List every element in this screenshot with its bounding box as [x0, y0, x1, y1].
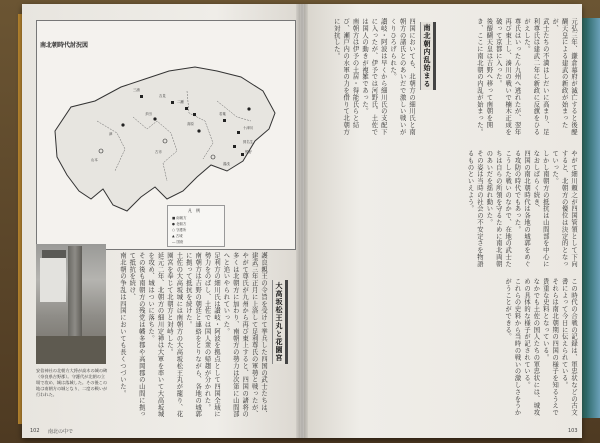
legend-item: ■ 南朝方 [172, 216, 187, 220]
legend-item: ▲ 古城 [172, 234, 183, 238]
map-place-label: 湯浅 [223, 162, 230, 166]
map-place-label: 多田 [145, 112, 152, 116]
open-book [22, 4, 582, 438]
map-place-label: 若葉 [219, 112, 226, 116]
legend-title: 凡 例 [188, 208, 200, 213]
map-place-label: 古市 [155, 150, 162, 154]
running-title: 南北の中で [48, 429, 74, 435]
page-number: 102 [30, 428, 40, 434]
right-body-text-upper-right: 元弘三年、鎌倉幕府が滅亡すると後醍醐天皇による建武の新政が始まったが、 武士たちの不満はしだいに高まり、足利尊氏は建武二年に新政に反旗をひるがえした。 尊氏はいったん九州へ逃れたが、翌年再び東上し、湊川の戦いで楠木正成を破って京都に入った。 後醍醐天皇は吉野へ移って南朝を開き、ここに南北朝の内乱が始まった。 [475, 18, 577, 136]
map-title: 南北朝時代討況図 [40, 42, 89, 49]
legend-item: ● 北朝方 [172, 222, 187, 226]
book-gutter [296, 4, 308, 438]
photo-caption: 安倍神社の北朝方大将が高木の城の碑（奈良県吉野郡）。守護代が北朝の立場で攻め、城は落城した。その後この地は南朝方の城となり、二度の戦いが行われた。 [36, 368, 108, 397]
map-place-label: 高原 [187, 122, 194, 126]
map-place-label: 吉見 [159, 94, 166, 98]
map-place-label: 三浦 [133, 88, 140, 92]
right-body-text-lower: この時代の合戦の記録は、軍忠状などの古文書によって今日に伝えられている。 それらは南北朝期の四国の様子を知るうえで貴重な史料となっている。 なかでも土佐の国人たちの軍忠状には、城攻めの具体的な様子が記されている。 これらの史料から当時の戦いの激しさをうかがうことができる。 [504, 278, 577, 416]
legend-item: ― 国府 [172, 240, 184, 244]
historic-photo [36, 244, 106, 364]
section-heading: 大高坂松王丸と花園宮 [272, 280, 288, 364]
map-place-label: 二瀬 [177, 100, 184, 104]
photo-stone-monument [68, 246, 82, 342]
photo-ground [36, 336, 106, 364]
map-legend [167, 205, 225, 247]
section-heading: 南北朝内乱始まる [420, 22, 436, 90]
map-place-label: 熊野 [245, 150, 252, 154]
map-place-label: 津 [109, 132, 113, 136]
map-place-label: 賀名生 [243, 140, 254, 144]
historical-map [36, 20, 296, 250]
left-page [22, 4, 300, 438]
right-page [304, 4, 582, 438]
map-drawing [37, 21, 295, 249]
right-body-text-upper-left: 四国においても、北朝方の細川氏と南朝方の諸氏とのあいだで激しい戦いがくりひろげられた。 讃岐・阿波は早くから細川氏の支配下に入ったが、伊予では河野氏、土佐では国人の動きが複雑であった。 南朝方は伊予の土居・得能氏らと結び、瀬戸内の水軍の力を借りて北朝方に対抗した。 [332, 18, 415, 136]
right-body-text-middle: やがて細川頼之が四国管領として下向すると、北朝方の優位は決定的となっていった。 しかし南朝方の抵抗は山間部を中心になおしばらく続き、 四国の南北朝時代は各地の城郭をめぐる攻防の時代でもあった。 こうした戦いのなかで、在地の武士たちは自らの所領を守るために南北両朝のあいだを揺れ動いた。 その姿は当時の社会の不安定さを物語るものといえよう。 [466, 150, 577, 268]
legend-item: ○ 守護所 [172, 228, 187, 232]
map-place-label: 十津川 [243, 126, 254, 130]
left-body-text: 護良親王の令旨を受けて挙兵した四国の武士たちは、建武三年正月に上洛して足利尊氏の軍勢と戦ったが、 やがて尊氏が九州から再び東上すると、四国の諸将の多くは北朝方に加わり、南朝方の勢力は次第に山間部へと追いやられていった。 足利方の細川氏は讃岐・阿波を拠点として四国全域に勢力をのばし、土佐では国人衆の帰趨が分かれた。 南朝方は吉野の朝廷と連絡をとりながら、各地の城郭に拠って抵抗を続けた。 土佐の大高坂城には南朝方の大高坂松王丸が籠り、花園宮を奉じて北朝方と対峙した。 延元二年、北朝方の細川定禅は大軍を率いて大高坂城を攻め、城はついに落ちた。 その後も南朝方の残党は幡多郡や高岡郡の山間に拠って抵抗を続け、 南北朝の争乱は四国においても長くつづいた。 [118, 252, 267, 418]
map-place-label: 山本 [91, 158, 98, 162]
photo-building [40, 258, 66, 302]
page-number: 103 [568, 428, 578, 434]
